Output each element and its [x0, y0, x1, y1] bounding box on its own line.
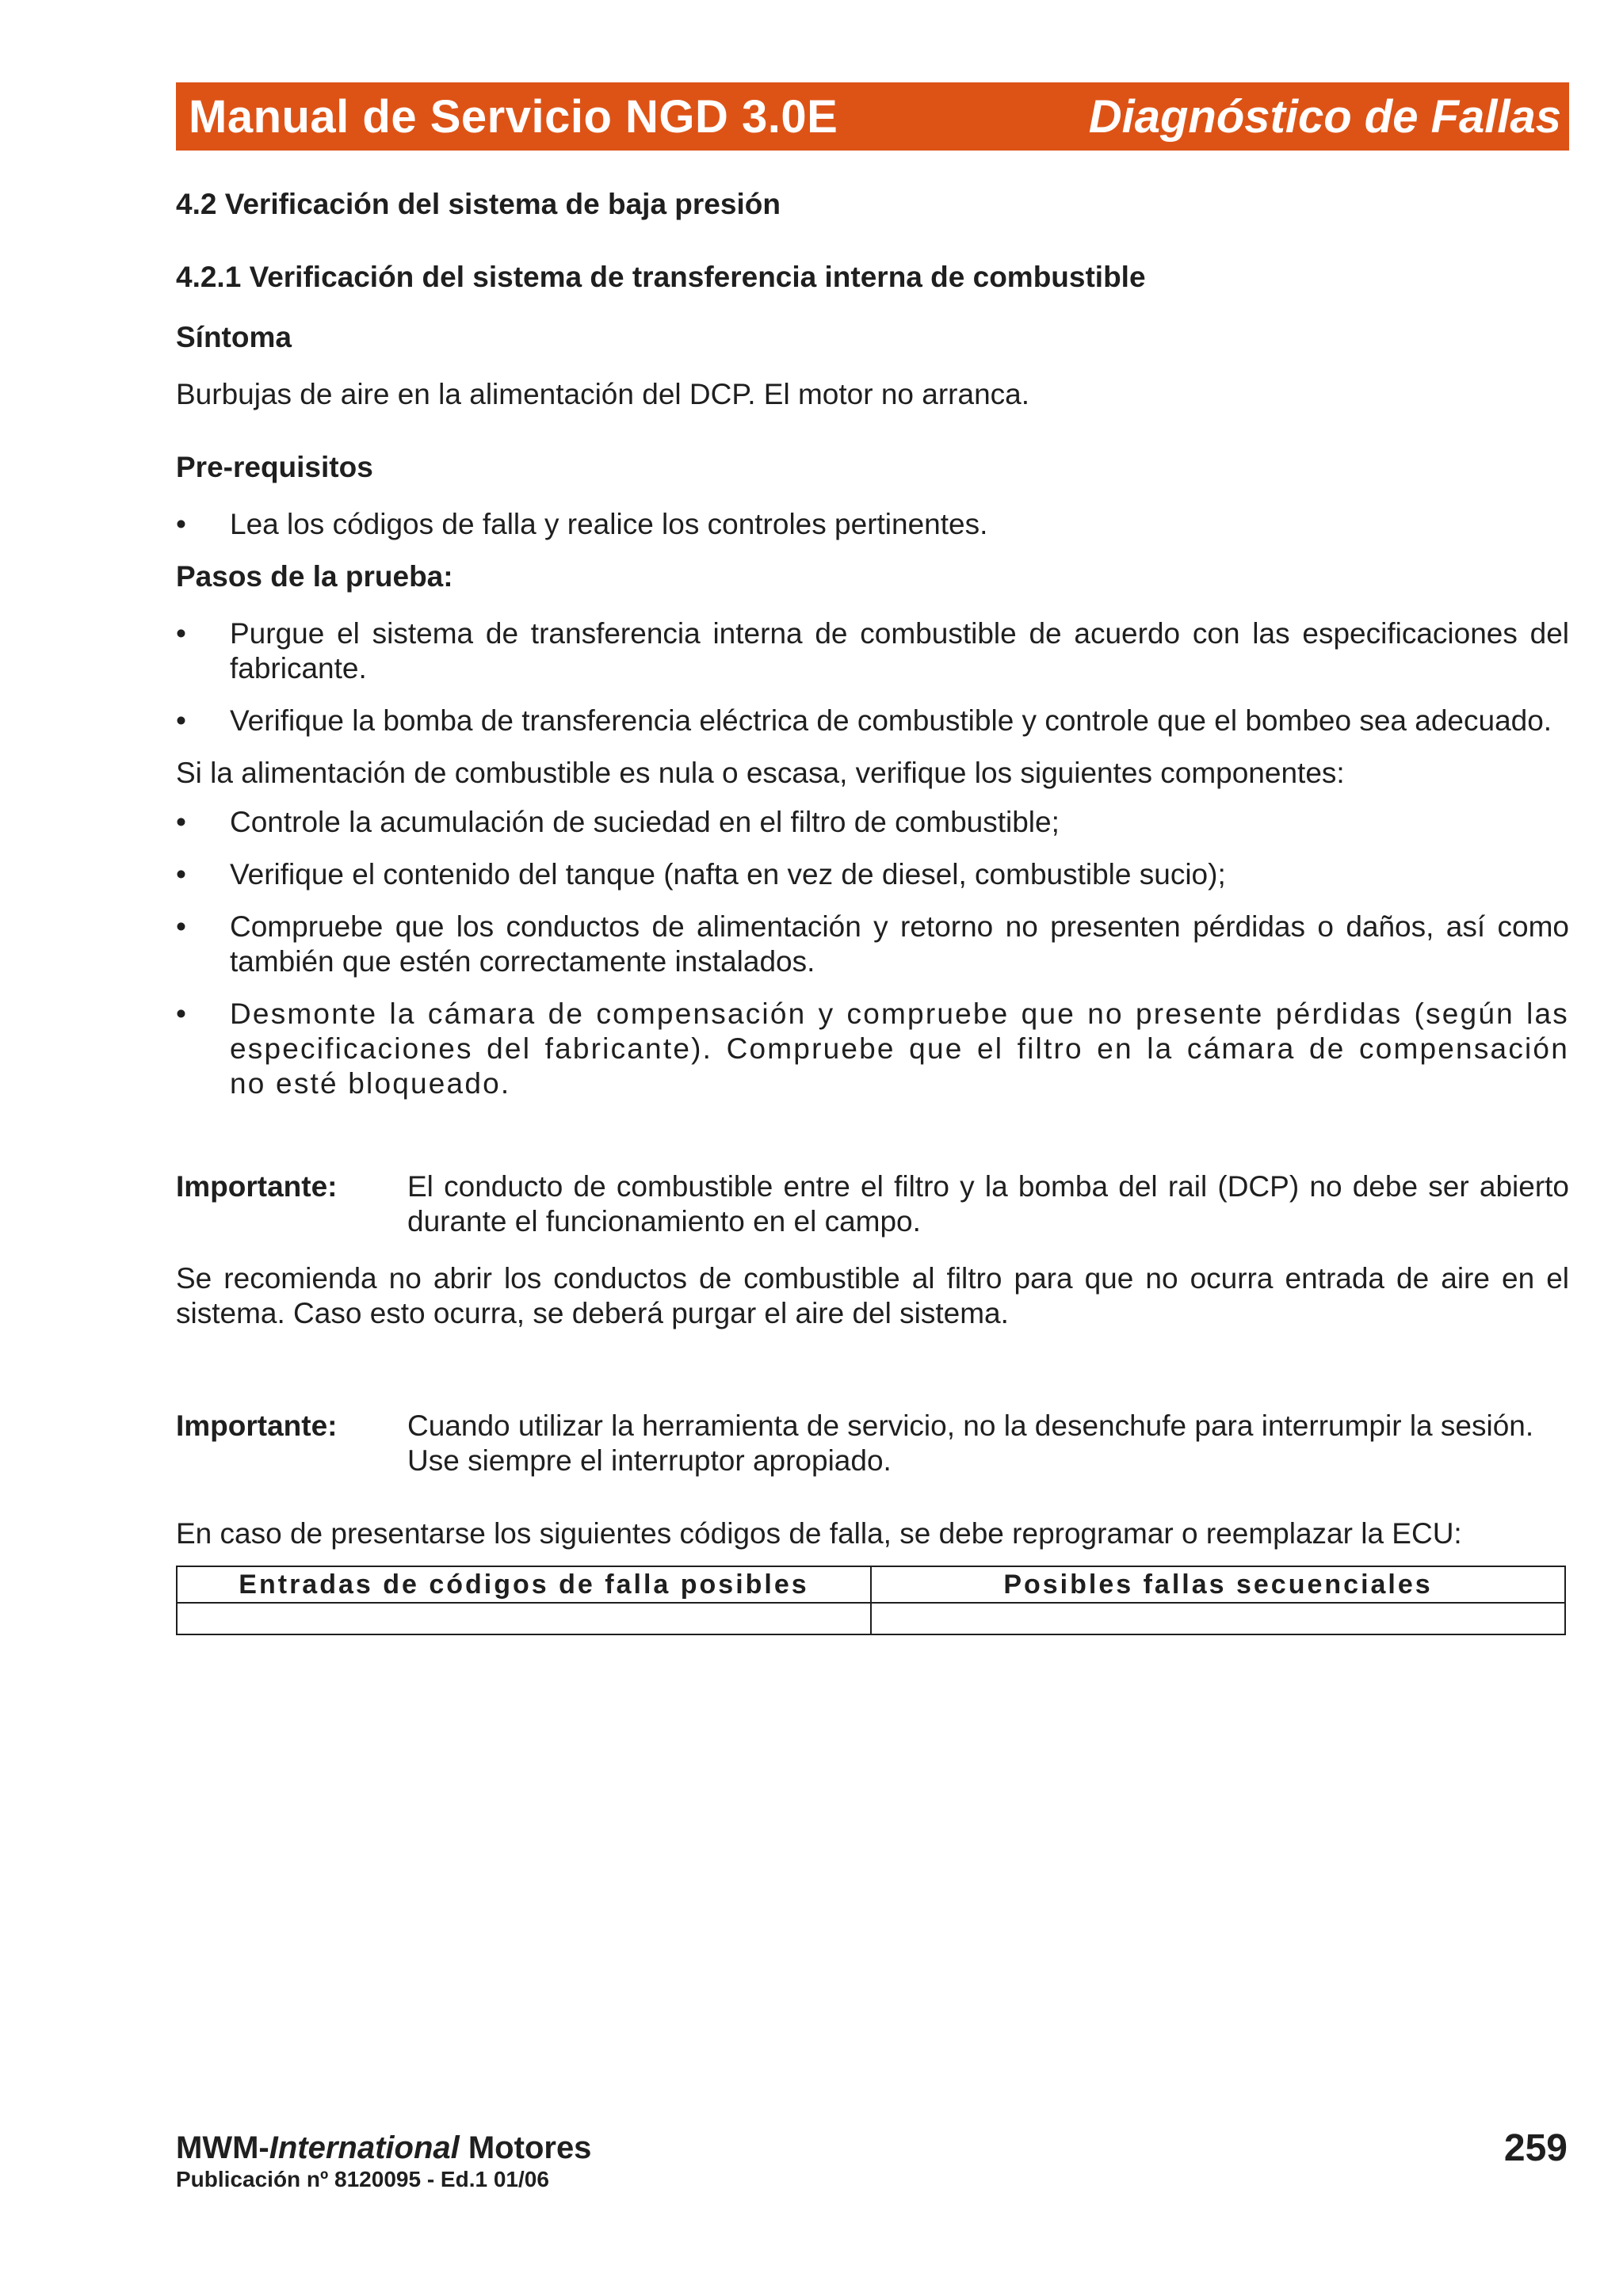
page-content	[176, 187, 1569, 1635]
important-note	[176, 1169, 1569, 1239]
note-text-line: Use siempre el interruptor apropiado.	[407, 1444, 892, 1477]
publication-info: Publicación nº 8120095 - Ed.1 01/06	[176, 2167, 549, 2191]
bullet-icon: •	[176, 704, 186, 737]
table-header-row	[177, 1566, 1565, 1603]
list-item-text: Compruebe que los conductos de alimentación y retorno no presenten pérdidas o daños, así como también que estén correctamente instalados.	[230, 910, 1569, 978]
table-header-cell: Posibles fallas secuenciales	[871, 1566, 1565, 1603]
list-item-text: Lea los códigos de falla y realice los controles pertinentes.	[230, 508, 988, 540]
section-heading: 4.2 Verificación del sistema de baja presión	[176, 188, 781, 220]
table-cell	[177, 1603, 871, 1634]
header-bar	[176, 82, 1569, 151]
list-item	[176, 704, 1569, 738]
list-item	[176, 507, 1569, 542]
subsection-heading: 4.2.1 Verificación del sistema de transferencia interna de combustible	[176, 261, 1146, 293]
list-item-text: Controle la acumulación de suciedad en el filtro de combustible;	[230, 806, 1060, 838]
list-item	[176, 997, 1569, 1101]
table-cell	[871, 1603, 1565, 1634]
list-item-text: Verifique la bomba de transferencia eléctrica de combustible y controle que el bombeo sea adecuado.	[230, 704, 1552, 737]
symptom-text: Burbujas de aire en la alimentación del DCP. El motor no arranca.	[176, 378, 1030, 410]
bullet-icon: •	[176, 508, 186, 540]
list-item-text: Desmonte la cámara de compensación y compruebe que no presente pérdidas (según las especificaciones del fabricante). Compruebe que el filtro en la cámara de compensación no esté bloqueado.	[230, 997, 1569, 1100]
list-item	[176, 857, 1569, 892]
note-label: Importante:	[176, 1170, 338, 1203]
prerequisites-label: Pre-requisitos	[176, 451, 373, 483]
note-label: Importante:	[176, 1409, 338, 1442]
prerequisites-list	[176, 507, 1569, 542]
manual-title: Manual de Servicio NGD 3.0E	[189, 90, 838, 143]
fault-codes-table	[176, 1566, 1566, 1635]
brand-italic: International	[269, 2130, 460, 2165]
test-steps-list	[176, 616, 1569, 738]
list-item	[176, 805, 1569, 840]
note-text: El conducto de combustible entre el filtro y la bomba del rail (DCP) no debe ser abierto durante el funcionamiento en el campo.	[407, 1170, 1569, 1238]
bullet-icon: •	[176, 858, 186, 891]
important-note	[176, 1409, 1569, 1478]
bullet-icon: •	[176, 997, 189, 1030]
symptom-label: Síntoma	[176, 321, 292, 353]
note-text	[407, 1409, 1569, 1478]
page-number: 259	[1503, 2127, 1568, 2169]
brand-suffix: Motores	[459, 2130, 592, 2165]
chapter-title: Diagnóstico de Fallas	[1088, 90, 1561, 143]
recommendation-text: Se recomienda no abrir los conductos de combustible al filtro para que no ocurra entrada de aire en el sistema. Caso esto ocurra, se deberá purgar el aire del sistema.	[176, 1262, 1569, 1329]
bullet-icon: •	[176, 910, 186, 943]
bullet-icon: •	[176, 617, 186, 650]
table-row	[177, 1603, 1565, 1634]
footer-brand	[176, 2130, 591, 2166]
footer	[176, 2130, 591, 2193]
note-text-line: Cuando utilizar la herramienta de servicio, no la desenchufe para interrumpir la sesión.	[407, 1409, 1534, 1442]
list-item	[176, 616, 1569, 686]
brand-prefix: MWM-	[176, 2130, 269, 2165]
table-header-cell: Entradas de códigos de falla posibles	[177, 1566, 871, 1603]
components-list	[176, 805, 1569, 1101]
test-steps-label: Pasos de la prueba:	[176, 560, 453, 593]
bullet-icon: •	[176, 806, 186, 838]
list-item-text: Purgue el sistema de transferencia interna de combustible de acuerdo con las especificaciones del fabricante.	[230, 617, 1569, 685]
ecu-text: En caso de presentarse los siguientes códigos de falla, se debe reprogramar o reemplazar la ECU:	[176, 1517, 1462, 1550]
list-item-text: Verifique el contenido del tanque (nafta en vez de diesel, combustible sucio);	[230, 858, 1226, 891]
components-intro: Si la alimentación de combustible es nula o escasa, verifique los siguientes componentes:	[176, 757, 1345, 789]
list-item	[176, 910, 1569, 979]
